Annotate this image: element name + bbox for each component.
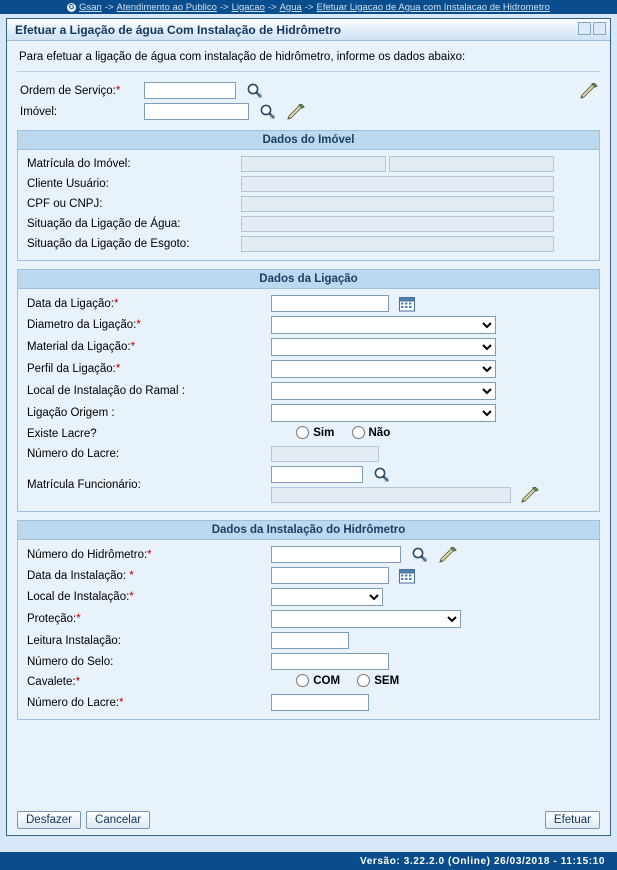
window-title-bar (7, 19, 610, 41)
material-ligacao-select[interactable] (271, 338, 496, 356)
breadcrumb-separator: -> (304, 1, 314, 13)
situacao-ligacao-agua-value-cell (239, 214, 593, 234)
dados-imovel-table (24, 154, 593, 254)
existe-lacre-radio-sim[interactable]: Sim (296, 426, 334, 439)
situacao-ligacao-esgoto-value (241, 236, 554, 252)
efetuar-button[interactable]: Efetuar (545, 811, 600, 829)
table-row (24, 293, 593, 314)
search-icon[interactable] (246, 82, 263, 99)
matricula-imovel-value2 (389, 156, 554, 172)
table-row (24, 544, 593, 565)
main-window (6, 18, 611, 836)
cavalete-radio-sem-input[interactable] (357, 674, 370, 687)
section-header-dados-ligacao: Dados da Ligação (17, 269, 600, 289)
numero-lacre-ligacao-input[interactable] (271, 446, 379, 462)
breadcrumb-separator: -> (104, 1, 114, 13)
local-instalacao-select[interactable] (271, 588, 383, 606)
window-controls (578, 22, 606, 35)
calendar-icon[interactable] (399, 296, 415, 312)
cpf-cnpj-value-cell (239, 194, 593, 214)
numero-hidrometro-field-cell (269, 544, 593, 565)
table-row (24, 651, 593, 672)
local-instalacao-ramal-label: Local de Instalação do Ramal : (27, 385, 185, 398)
form-instructions: Para efetuar a ligação de água com instalação de hidrômetro, informe os dados abaixo: (17, 49, 600, 72)
top-fields-table (17, 80, 600, 122)
local-instalacao-ramal-select[interactable] (271, 382, 496, 400)
data-instalacao-input[interactable] (271, 567, 389, 584)
breadcrumb-item-gsan[interactable]: Gsan (79, 1, 102, 13)
existe-lacre-field-cell (269, 424, 593, 444)
matricula-funcionario-input[interactable] (271, 466, 363, 483)
cavalete-label: Cavalete:* (27, 676, 81, 689)
local-instalacao-field-cell (269, 586, 593, 608)
local-instalacao-ramal-field-cell (269, 380, 593, 402)
table-row (24, 174, 593, 194)
search-icon[interactable] (411, 546, 428, 563)
matricula-funcionario-label: Matrícula Funcionário: (27, 478, 141, 491)
window-control-box[interactable] (578, 22, 591, 35)
protecao-label: Proteção:* (27, 613, 81, 626)
globe-icon: G (68, 3, 75, 11)
form-button-bar (7, 811, 610, 829)
cavalete-radio-com-input[interactable] (296, 674, 309, 687)
leitura-instalacao-label: Leitura Instalação: (27, 634, 121, 647)
matricula-funcionario-nome (271, 487, 511, 503)
numero-selo-field-cell (269, 651, 593, 672)
data-ligacao-label: Data da Ligação:* (27, 297, 119, 310)
numero-lacre-ligacao-label: Número do Lacre: (27, 448, 120, 461)
pencil-icon[interactable] (439, 547, 457, 563)
numero-hidrometro-label: Número do Hidrômetro:* (27, 548, 152, 561)
pencil-icon[interactable] (521, 487, 539, 503)
diametro-ligacao-field-cell (269, 314, 593, 336)
situacao-ligacao-esgoto-value-cell (239, 234, 593, 254)
breadcrumb-item-ligacao[interactable]: Ligacao (231, 1, 265, 13)
table-row (24, 630, 593, 651)
existe-lacre-label: Existe Lacre? (27, 428, 97, 441)
breadcrumb (0, 0, 617, 14)
breadcrumb-separator: -> (267, 1, 277, 13)
table-row (24, 444, 593, 464)
matricula-funcionario-field-cell (269, 464, 593, 485)
leitura-instalacao-input[interactable] (271, 632, 349, 649)
window-control-box[interactable] (593, 22, 606, 35)
version-text: Versão: 3.22.2.0 (Online) 26/03/2018 - 11:15:10 (360, 855, 605, 867)
breadcrumb-item-efetuar[interactable]: Efetuar Ligacao de Agua com Instalacao de Hidrometro (316, 1, 550, 13)
numero-lacre-hidrometro-field-cell (269, 692, 593, 713)
pencil-icon[interactable] (287, 104, 305, 120)
ordem-servico-label: Ordem de Serviço:* (20, 84, 121, 97)
data-instalacao-field-cell (269, 565, 593, 586)
matricula-imovel-value-cell (239, 154, 593, 174)
breadcrumb-item-atendimento[interactable]: Atendimento ao Publico (116, 1, 217, 13)
existe-lacre-radio-nao[interactable]: Não (352, 426, 391, 439)
cpf-cnpj-value (241, 196, 554, 212)
calendar-icon[interactable] (399, 568, 415, 584)
matricula-imovel-label: Matrícula do Imóvel: (27, 158, 131, 171)
table-row (24, 565, 593, 586)
numero-hidrometro-input[interactable] (271, 546, 401, 563)
matricula-imovel-value (241, 156, 386, 172)
table-row (24, 586, 593, 608)
situacao-ligacao-esgoto-label: Situação da Ligação de Esgoto: (27, 238, 190, 251)
local-instalacao-label: Local de Instalação:* (27, 591, 134, 604)
ordem-servico-field-cell (142, 80, 546, 101)
table-row (24, 424, 593, 444)
situacao-ligacao-agua-value (241, 216, 554, 232)
panel-dados-ligacao (17, 289, 600, 512)
ordem-servico-input[interactable] (144, 82, 236, 99)
numero-lacre-ligacao-field-cell (269, 444, 593, 464)
section-header-dados-hidrometro: Dados da Instalação do Hidrômetro (17, 520, 600, 540)
table-row (24, 314, 593, 336)
breadcrumb-separator: -> (219, 1, 229, 13)
imovel-field-cell (142, 101, 546, 122)
numero-lacre-hidrometro-input[interactable] (271, 694, 369, 711)
data-ligacao-input[interactable] (271, 295, 389, 312)
section-header-dados-imovel: Dados do Imóvel (17, 130, 600, 150)
ligacao-origem-field-cell (269, 402, 593, 424)
table-row (24, 336, 593, 358)
table-row (24, 234, 593, 254)
diametro-ligacao-label: Diametro da Ligação:* (27, 319, 141, 332)
table-row (24, 194, 593, 214)
ligacao-origem-label: Ligação Origem : (27, 407, 115, 420)
page-title: Efetuar a Ligação de água Com Instalação de Hidrômetro (15, 22, 342, 37)
search-icon[interactable] (373, 466, 390, 483)
cavalete-radio-com[interactable]: COM (296, 674, 340, 687)
cavalete-field-cell (269, 672, 593, 692)
cliente-usuario-label: Cliente Usuário: (27, 178, 109, 191)
table-row (24, 672, 593, 692)
table-row (24, 380, 593, 402)
table-row (17, 80, 600, 101)
table-row (24, 358, 593, 380)
diametro-ligacao-select[interactable] (271, 316, 496, 334)
imovel-label: Imóvel: (20, 105, 58, 118)
data-instalacao-label: Data da Instalação: * (27, 569, 134, 582)
matricula-funcionario-nome-cell (269, 485, 593, 505)
cliente-usuario-value (241, 176, 554, 192)
numero-selo-label: Número do Selo: (27, 655, 114, 668)
leitura-instalacao-field-cell (269, 630, 593, 651)
desfazer-button[interactable]: Desfazer (17, 811, 81, 829)
perfil-ligacao-select[interactable] (271, 360, 496, 378)
numero-lacre-hidrometro-label: Número do Lacre:* (27, 696, 124, 709)
data-ligacao-field-cell (269, 293, 593, 314)
breadcrumb-item-agua[interactable]: Agua (279, 1, 302, 13)
ordem-servico-pen-cell (546, 80, 600, 101)
material-ligacao-label: Material da Ligação:* (27, 341, 136, 354)
table-row (24, 464, 593, 485)
table-row (24, 154, 593, 174)
table-row (24, 214, 593, 234)
status-bar (0, 852, 617, 870)
table-row (17, 101, 600, 122)
cavalete-radio-sem[interactable]: SEM (357, 674, 399, 687)
form-body (7, 41, 610, 720)
numero-selo-input[interactable] (271, 653, 389, 670)
table-row (24, 608, 593, 630)
dados-ligacao-table (24, 293, 593, 505)
cpf-cnpj-label: CPF ou CNPJ: (27, 198, 103, 211)
existe-lacre-radio-nao-input[interactable] (352, 426, 365, 439)
cancelar-button[interactable]: Cancelar (86, 811, 150, 829)
material-ligacao-field-cell (269, 336, 593, 358)
perfil-ligacao-field-cell (269, 358, 593, 380)
table-row (24, 402, 593, 424)
dados-hidrometro-table (24, 544, 593, 713)
protecao-field-cell (269, 608, 593, 630)
imovel-input[interactable] (144, 103, 249, 120)
existe-lacre-radio-sim-input[interactable] (296, 426, 309, 439)
search-icon[interactable] (259, 103, 276, 120)
protecao-select[interactable] (271, 610, 461, 628)
cliente-usuario-value-cell (239, 174, 593, 194)
panel-dados-hidrometro (17, 540, 600, 720)
panel-dados-imovel (17, 150, 600, 261)
table-row (24, 692, 593, 713)
pencil-icon[interactable] (580, 83, 598, 99)
situacao-ligacao-agua-label: Situação da Ligação de Água: (27, 218, 181, 231)
perfil-ligacao-label: Perfil da Ligação:* (27, 363, 121, 376)
ligacao-origem-select[interactable] (271, 404, 496, 422)
